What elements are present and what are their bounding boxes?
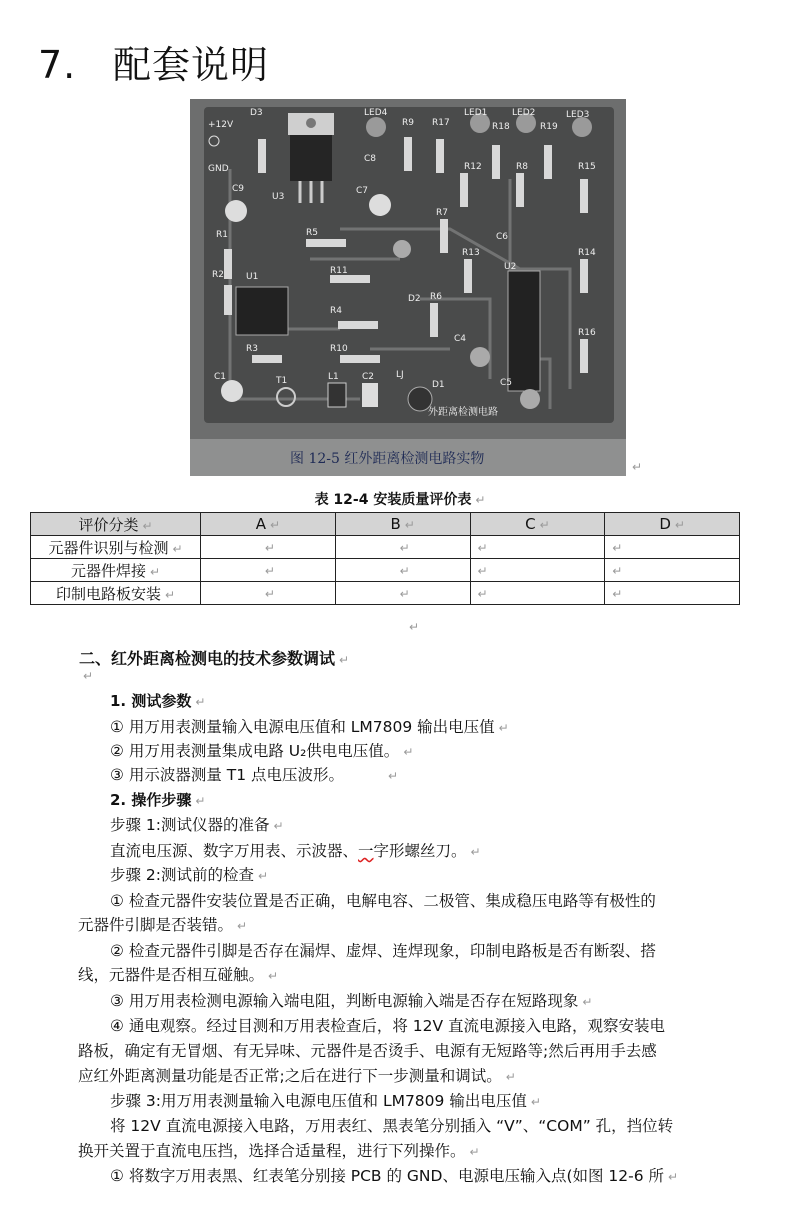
table-header-cell: D ↵ <box>605 513 740 536</box>
table-cell: 元器件识别与检测 ↵ <box>31 536 201 559</box>
label-silkscreen: 外距离检测电路 <box>428 407 498 418</box>
label-c1: C1 <box>214 372 227 382</box>
paragraph-line: 线，元器件是否相互碰触。 ↵ <box>78 966 279 984</box>
subheading-steps: 2. 操作步骤 ↵ <box>110 791 206 809</box>
label-led4: LED4 <box>364 108 388 118</box>
paragraph: ③ 用万用表检测电源输入端电阻，判断电源输入端是否存在短路现象 ↵ <box>110 992 593 1010</box>
label-c6: C6 <box>496 232 509 242</box>
label-l1: L1 <box>328 372 339 382</box>
paragraph-mark: ↵ <box>409 620 420 634</box>
label-c5: C5 <box>500 378 513 388</box>
quality-evaluation-table <box>30 512 740 605</box>
label-d1: D1 <box>432 380 445 390</box>
paragraph-line: ① 检查元器件安装位置是否正确，电解电容、二极管、集成稳压电路等有极性的 <box>110 892 656 910</box>
table-title <box>0 489 800 509</box>
label-r15: R15 <box>578 162 596 172</box>
table-cell: ↵ <box>335 559 470 582</box>
table-cell: ↵ <box>605 559 740 582</box>
label-r12: R12 <box>464 162 482 172</box>
table-cell: ↵ <box>470 536 605 559</box>
label-led2: LED2 <box>512 108 536 118</box>
table-cell: ↵ <box>470 582 605 605</box>
paragraph: ① 将数字万用表黑、红表笔分别接 PCB 的 GND、电源电压输入点(如图 12-6 所 ↵ <box>110 1167 679 1185</box>
label-u1: U1 <box>246 272 259 282</box>
label-d2: D2 <box>408 294 421 304</box>
table-cell: ↵ <box>605 536 740 559</box>
label-r6: R6 <box>430 292 442 302</box>
paragraph-line: 将 12V 直流电源接入电路，万用表红、黑表笔分别插入 “V”、“COM” 孔，挡位转 <box>110 1117 674 1135</box>
label-r14: R14 <box>578 248 596 258</box>
section-heading <box>38 34 269 89</box>
label-r10: R10 <box>330 344 348 354</box>
photo-caption: 图 12-5 红外距离检测电路实物 <box>290 451 485 467</box>
paragraph-line: 路板，确定有无冒烟、有无异味、元器件是否烫手、电源有无短路等;然后再用手去感 <box>78 1042 657 1060</box>
test-item: ② 用万用表测量集成电路 U₂供电电压值。 ↵ <box>110 742 414 760</box>
label-led3: LED3 <box>566 110 590 120</box>
test-item: ③ 用示波器测量 T1 点电压波形。 ↵ <box>110 766 399 784</box>
table-header-cell: 评价分类 ↵ <box>31 513 201 536</box>
label-u2: U2 <box>504 262 517 272</box>
label-r2: R2 <box>212 270 224 280</box>
table-header-cell: B ↵ <box>335 513 470 536</box>
paragraph-line: ④ 通电观察。经过目测和万用表检查后，将 12V 直流电源接入电路，观察安装电 <box>110 1017 666 1035</box>
label-12v: +12V <box>208 120 234 130</box>
paragraph-line: 应红外距离测量功能是否正常;之后在进行下一步测量和调试。 ↵ <box>78 1067 516 1085</box>
label-c2: C2 <box>362 372 375 382</box>
label-r5: R5 <box>306 228 318 238</box>
step-heading: 步骤 2:测试前的检查 ↵ <box>110 866 269 884</box>
paragraph: 直流电压源、数字万用表、示波器、一字形螺丝刀。 ↵ <box>110 842 481 860</box>
table-cell: ↵ <box>470 559 605 582</box>
table-cell: ↵ <box>605 582 740 605</box>
paragraph-mark: ↵ <box>475 493 486 507</box>
label-led1: LED1 <box>464 108 488 118</box>
label-r8: R8 <box>516 162 528 172</box>
test-item: ① 用万用表测量输入电源电压值和 LM7809 输出电压值 ↵ <box>110 718 509 736</box>
table-header-row <box>31 513 740 536</box>
table-cell: 元器件焊接 ↵ <box>31 559 201 582</box>
label-r3: R3 <box>246 344 258 354</box>
heading-number: 7. <box>38 43 77 87</box>
paragraph-mark: ↵ <box>83 669 94 683</box>
label-r17: R17 <box>432 118 450 128</box>
table-row <box>31 536 740 559</box>
table-cell: ↵ <box>335 536 470 559</box>
step-heading: 步骤 3:用万用表测量输入电源电压值和 LM7809 输出电压值 ↵ <box>110 1092 541 1110</box>
label-r4: R4 <box>330 306 342 316</box>
label-c4: C4 <box>454 334 467 344</box>
paragraph-mark: ↵ <box>632 460 643 474</box>
table-row <box>31 582 740 605</box>
table-cell: 印制电路板安装 ↵ <box>31 582 201 605</box>
label-r16: R16 <box>578 328 596 338</box>
label-c8: C8 <box>364 154 377 164</box>
label-u3: U3 <box>272 192 285 202</box>
label-r19: R19 <box>540 122 558 132</box>
table-header-cell: C ↵ <box>470 513 605 536</box>
subheading-test-params: 1. 测试参数 ↵ <box>110 692 206 710</box>
label-r11: R11 <box>330 266 348 276</box>
table-cell: ↵ <box>335 582 470 605</box>
table-row <box>31 559 740 582</box>
table-cell: ↵ <box>201 536 336 559</box>
label-gnd: GND <box>208 164 229 174</box>
label-c7: C7 <box>356 186 369 196</box>
label-r1: R1 <box>216 230 228 240</box>
label-r13: R13 <box>462 248 480 258</box>
section-title: 二、红外距离检测电的技术参数调试 ↵ <box>79 649 350 668</box>
label-c9: C9 <box>232 184 245 194</box>
paragraph-line: ② 检查元器件引脚是否存在漏焊、虚焊、连焊现象，印制电路板是否有断裂、搭 <box>110 942 656 960</box>
label-lj: LJ <box>396 370 404 380</box>
circuit-board-photo <box>190 99 626 476</box>
table-title-text: 表 12-4 安装质量评价表 <box>314 492 472 508</box>
paragraph-line: 换开关置于直流电压挡，选择合适量程，进行下列操作。 ↵ <box>78 1142 480 1160</box>
label-r9: R9 <box>402 118 414 128</box>
label-t1: T1 <box>276 376 288 386</box>
label-r7: R7 <box>436 208 448 218</box>
heading-title: 配套说明 <box>113 43 270 87</box>
label-r18: R18 <box>492 122 510 132</box>
label-d3: D3 <box>250 108 263 118</box>
table-cell: ↵ <box>201 582 336 605</box>
paragraph-line: 元器件引脚是否装错。 ↵ <box>78 916 248 934</box>
table-cell: ↵ <box>201 559 336 582</box>
step-heading: 步骤 1:测试仪器的准备 ↵ <box>110 816 284 834</box>
table-header-cell: A ↵ <box>201 513 336 536</box>
